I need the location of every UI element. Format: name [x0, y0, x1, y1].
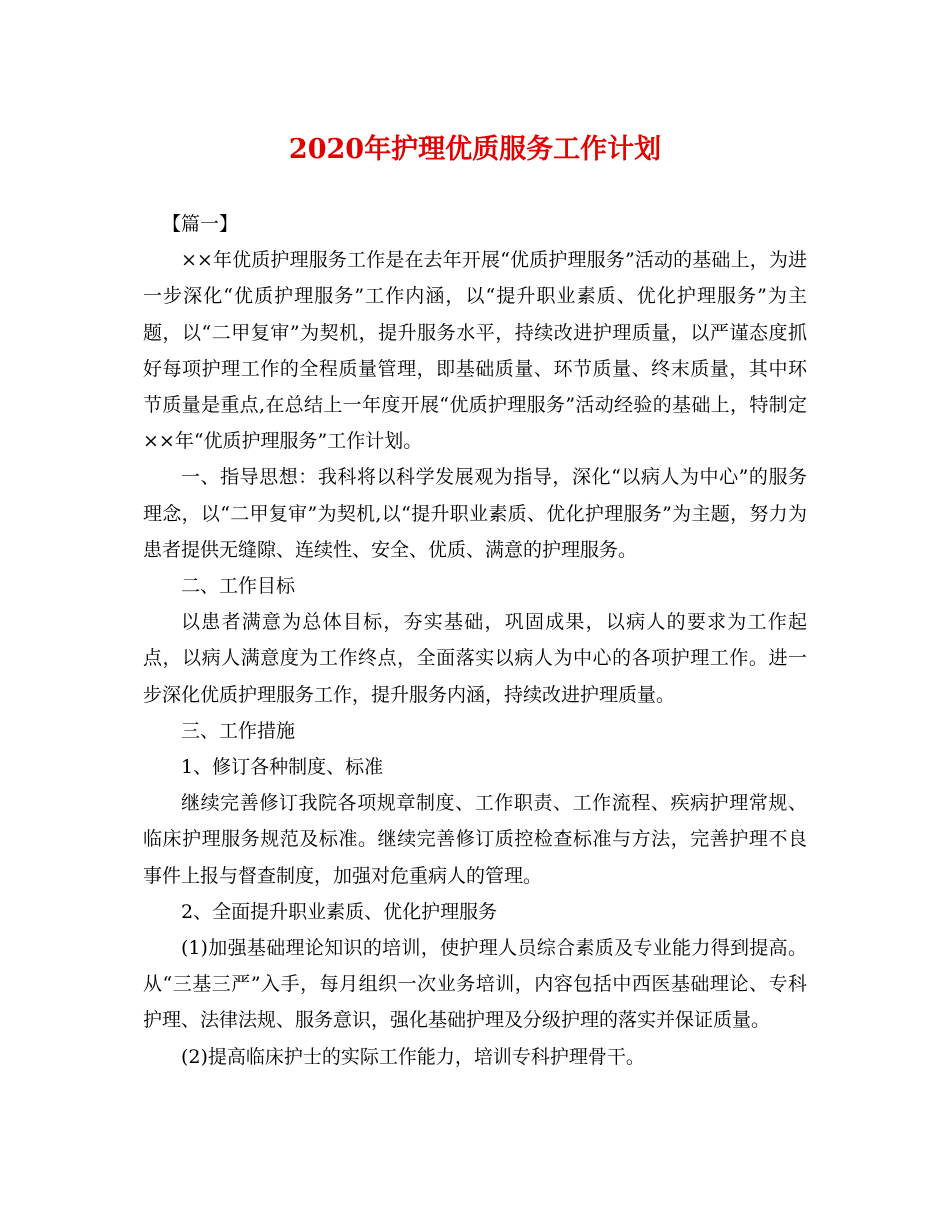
measure-2-item-2-paragraph: (2)提高临床护士的实际工作能力，培训专科护理骨干。: [181, 1045, 645, 1068]
goals-paragraph: 以患者满意为总体目标，夯实基础，巩固成果，以病人的要求为工作起点，以病人满意度为工作终点，全面落实以病人为中心的各项护理工作。进一步深化优质护理服务工作，提升服务内涵，持续改进护理质量。: [143, 611, 807, 706]
document-body: [143, 206, 807, 1075]
section-heading-part-one: 【篇一】: [162, 213, 239, 235]
measure-1-heading: 1、修订各种制度、标准: [181, 756, 384, 779]
measure-2-item-1-paragraph: (1)加强基础理论知识的培训，使护理人员综合素质及专业能力得到提高。从“三基三严”入手，每月组织一次业务培训，内容包括中西医基础理论、专科护理、法律法规、服务意识，强化基础护理及分级护理的落实并保证质量。: [143, 937, 807, 1032]
intro-paragraph: ××年优质护理服务工作是在去年开展“优质护理服务”活动的基础上，为进一步深化“优质护理服务”工作内涵，以“提升职业素质、优化护理服务”为主题，以“二甲复审”为契机，提升服务水平，持续改进护理质量，以严谨态度抓好每项护理工作的全程质量管理，即基础质量、环节质量、终末质量，其中环节质量是重点,在总结上一年度开展“优质护理服务”活动经验的基础上，特制定××年“优质护理服务”工作计划。: [143, 249, 807, 453]
guiding-ideology-paragraph: 一、指导思想：我科将以科学发展观为指导，深化“以病人为中心”的服务理念，以“二甲复审”为契机,以“提升职业素质、优化护理服务”为主题，努力为患者提供无缝隙、连续性、安全、优质、满意的护理服务。: [143, 466, 807, 561]
section-heading-measures: 三、工作措施: [181, 719, 296, 742]
measure-1-paragraph: 继续完善修订我院各项规章制度、工作职责、工作流程、疾病护理常规、临床护理服务规范及标准。继续完善修订质控检查标准与方法，完善护理不良事件上报与督查制度，加强对危重病人的管理。: [143, 792, 807, 887]
section-heading-goals: 二、工作目标: [181, 575, 296, 598]
measure-2-heading: 2、全面提升职业素质、优化护理服务: [181, 900, 498, 923]
document-title: 2020年护理优质服务工作计划: [288, 134, 662, 165]
